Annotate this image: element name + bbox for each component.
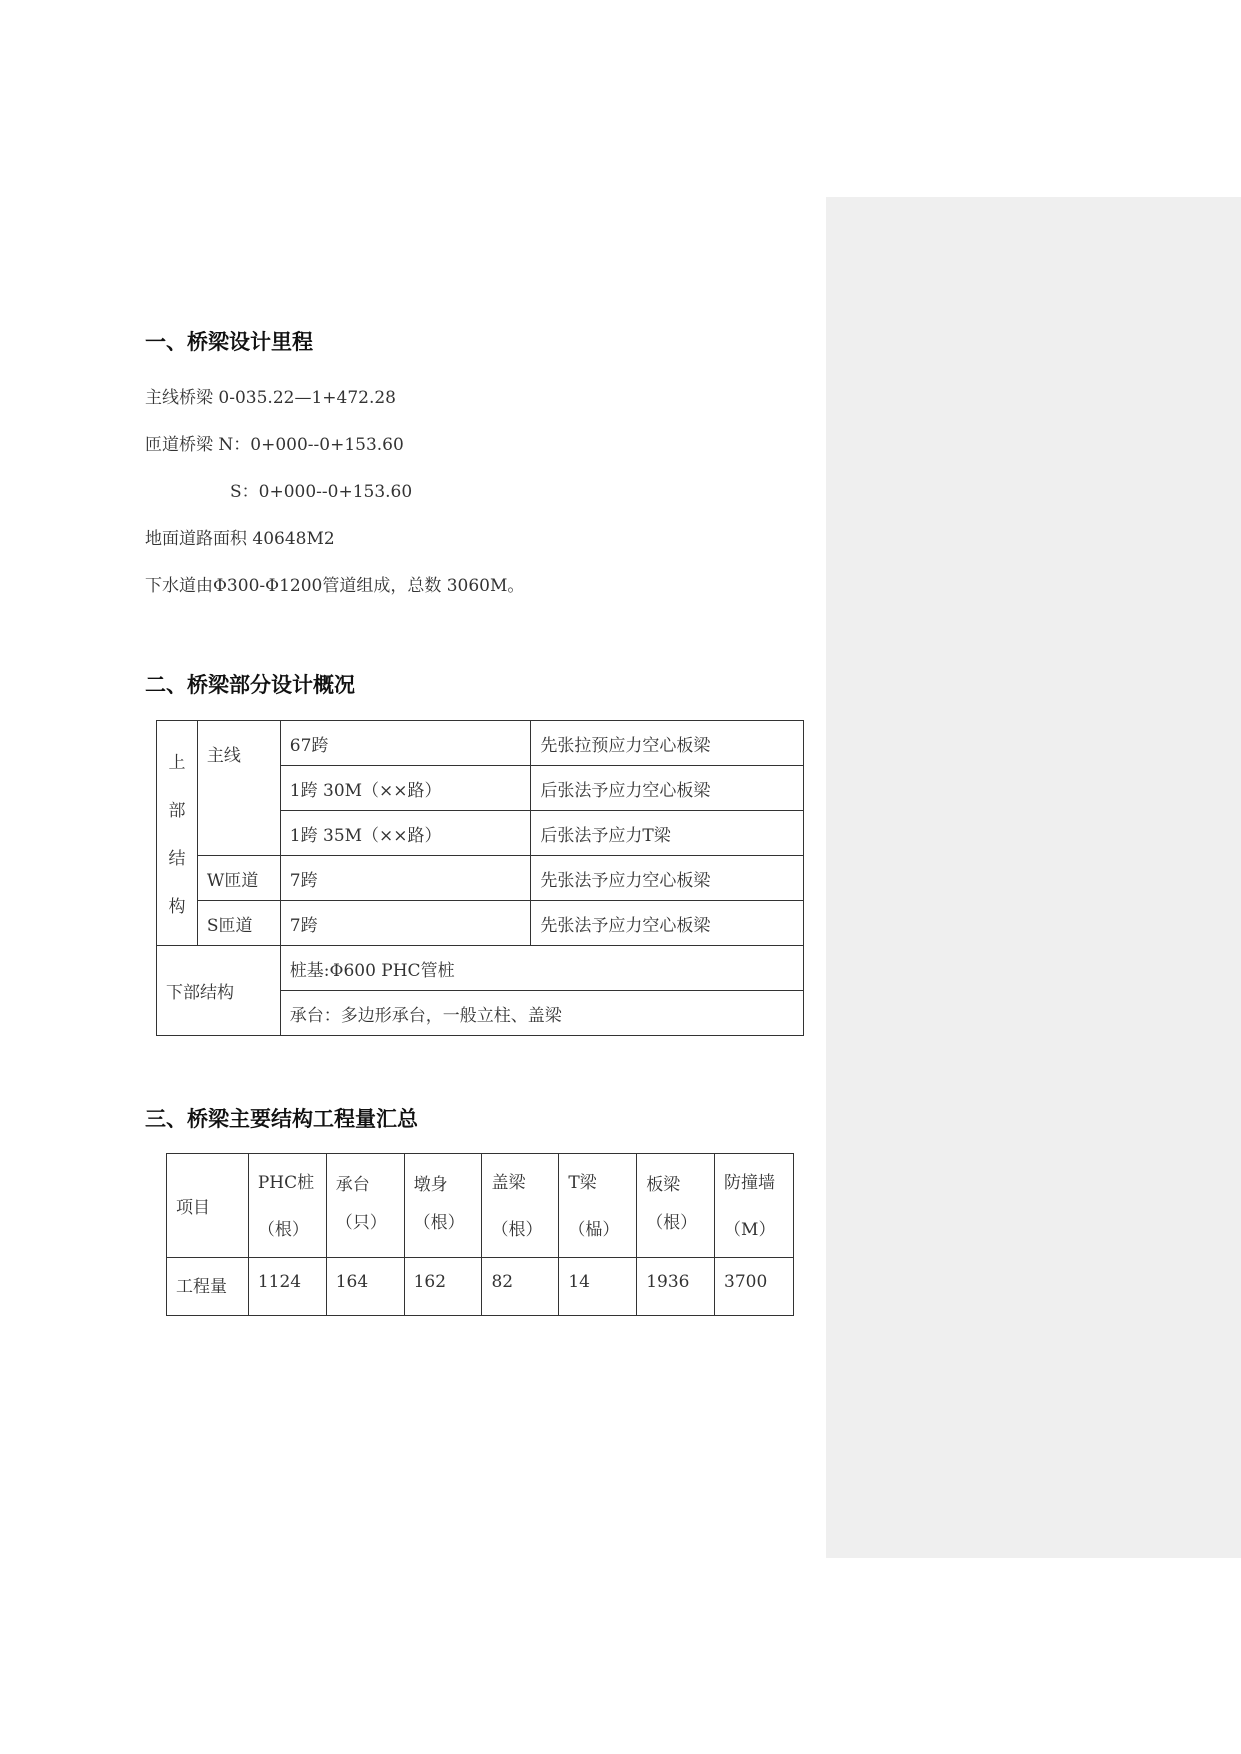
table-row — [157, 721, 804, 766]
lower-structure-label: 下部结构 — [157, 946, 281, 1036]
ramp-s-label: S匝道 — [197, 901, 280, 946]
qty-pier: 162 — [404, 1258, 482, 1316]
ramp-bridge-n-range: 匝道桥梁 N：0+000--0+153.60 — [145, 435, 404, 455]
row-label: 工程量 — [167, 1258, 249, 1316]
quantity-row — [167, 1258, 794, 1316]
span-cell: 67跨 — [280, 721, 531, 766]
header-cap-beam — [482, 1154, 559, 1258]
header-phc-pile — [248, 1154, 326, 1258]
header-crash-wall — [715, 1154, 794, 1258]
qty-cap-beam: 82 — [482, 1258, 559, 1316]
mainline-label: 主线 — [197, 721, 280, 856]
upper-structure-label — [157, 721, 198, 946]
qty-phc-pile: 1124 — [248, 1258, 326, 1316]
header-slab-beam — [637, 1154, 715, 1258]
table-row — [157, 856, 804, 901]
header-name: 墩身 — [413, 1175, 448, 1195]
ramp-bridge-s-range: S：0+000--0+153.60 — [230, 482, 413, 502]
qty-slab-beam: 1936 — [637, 1258, 715, 1316]
header-project: 项目 — [167, 1154, 249, 1258]
header-pile-cap — [326, 1154, 404, 1258]
qty-t-beam: 14 — [559, 1258, 637, 1316]
header-name: 防撞墙 — [724, 1173, 776, 1193]
span-cell: 7跨 — [280, 856, 531, 901]
header-t-beam — [559, 1154, 637, 1258]
beam-type-cell: 先张法予应力空心板梁 — [531, 901, 804, 946]
road-area: 地面道路面积 40648M2 — [145, 529, 335, 549]
upper-label-char: 构 — [168, 897, 186, 917]
upper-label-char: 结 — [168, 849, 186, 869]
qty-crash-wall: 3700 — [715, 1258, 794, 1316]
section2-title: 二、桥梁部分设计概况 — [145, 673, 355, 697]
upper-label-char: 部 — [168, 801, 186, 821]
header-name: 承台 — [335, 1175, 370, 1195]
header-unit: （根） — [257, 1220, 309, 1240]
mainline-bridge-range: 主线桥梁 0-035.22—1+472.28 — [145, 388, 396, 408]
header-name: PHC桩 — [257, 1173, 315, 1193]
span-cell: 7跨 — [280, 901, 531, 946]
span-cell: 1跨 30M（××路） — [280, 766, 531, 811]
comment-pane — [826, 197, 1241, 1558]
design-overview-table — [156, 720, 804, 1036]
section1-title: 一、桥梁设计里程 — [145, 330, 313, 354]
header-unit: （榀） — [568, 1220, 620, 1240]
header-name: 板梁 — [646, 1175, 681, 1195]
beam-type-cell: 先张法予应力空心板梁 — [531, 856, 804, 901]
pile-cap-cell: 承台：多边形承台，一般立柱、盖梁 — [280, 991, 803, 1036]
span-cell: 1跨 35M（××路） — [280, 811, 531, 856]
header-pier — [404, 1154, 482, 1258]
table-row — [157, 946, 804, 991]
upper-label-char: 上 — [168, 753, 186, 773]
qty-pile-cap: 164 — [326, 1258, 404, 1316]
header-row — [167, 1154, 794, 1258]
pile-foundation-cell: 桩基:Φ600 PHC管桩 — [280, 946, 803, 991]
beam-type-cell: 先张拉预应力空心板梁 — [531, 721, 804, 766]
header-name: 盖梁 — [491, 1173, 526, 1193]
section3-title: 三、桥梁主要结构工程量汇总 — [145, 1107, 418, 1131]
header-name: T梁 — [568, 1173, 597, 1193]
quantity-summary-table — [166, 1153, 794, 1316]
header-unit: （根） — [491, 1220, 543, 1240]
beam-type-cell: 后张法予应力T梁 — [531, 811, 804, 856]
sewer-summary: 下水道由Φ300-Φ1200管道组成，总数 3060M。 — [145, 576, 525, 596]
table-row — [157, 901, 804, 946]
header-unit: （根） — [646, 1213, 698, 1233]
header-unit: （只） — [335, 1213, 387, 1233]
header-unit: （M） — [724, 1220, 776, 1240]
header-unit: （根） — [413, 1213, 465, 1233]
ramp-w-label: W匝道 — [197, 856, 280, 901]
beam-type-cell: 后张法予应力空心板梁 — [531, 766, 804, 811]
